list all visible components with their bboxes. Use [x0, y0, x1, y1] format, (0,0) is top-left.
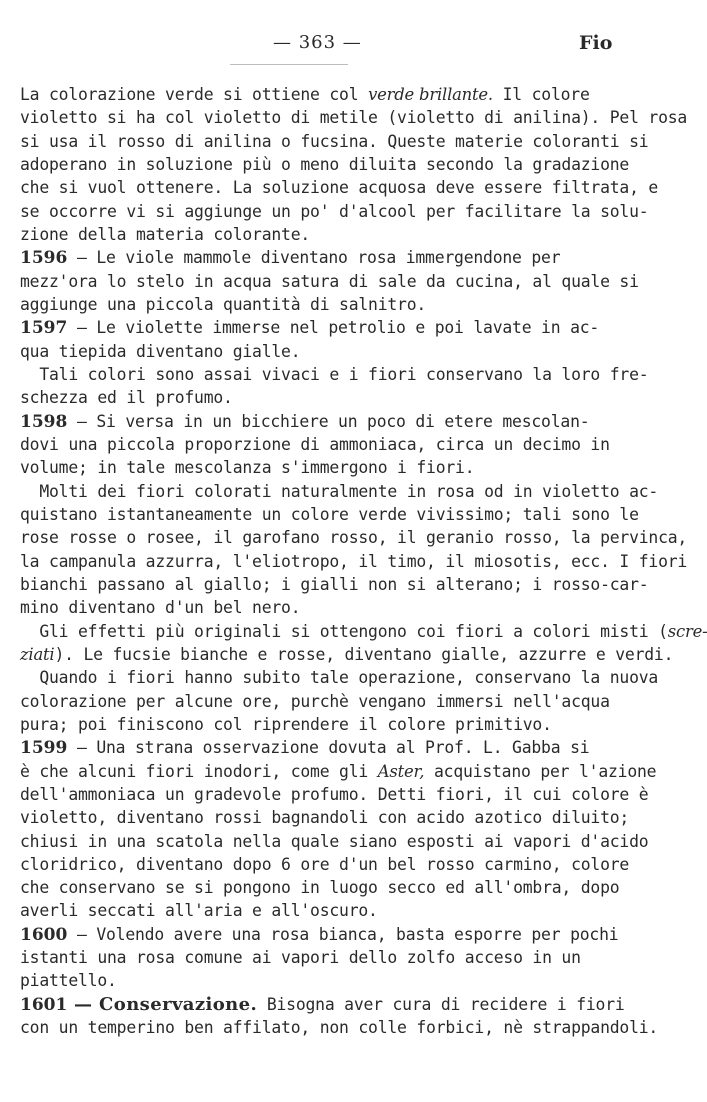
line-text: mezz'ora lo stelo in acqua satura di sale da cucina, al quale si: [20, 271, 639, 291]
text-line: [20, 433, 618, 456]
text-line: [20, 410, 618, 433]
paragraph-number: 1600: [20, 924, 68, 945]
text-line: [20, 223, 618, 246]
line-text: bianchi passano al giallo; i gialli non si alterano; i rosso-car-: [20, 574, 649, 594]
paragraph-number: 1596: [20, 248, 68, 269]
line-text: Il colore: [492, 85, 590, 104]
text-line: [20, 316, 618, 339]
line-text: cloridrico, diventano dopo 6 ore d'un bel rosso carmino, colore: [20, 854, 630, 874]
line-text: ). Le fucsie bianche e rosse, diventano gialle, azzurre e verdi.: [54, 644, 674, 664]
line-text: aggiunge una piccola quantità di salnitro.: [20, 294, 427, 314]
text-line: [20, 246, 618, 269]
paragraph-number: 1599: [20, 738, 68, 759]
line-text: chiusi in una scatola nella quale siano esposti ai vapori d'acido: [20, 831, 649, 851]
line-text: — Le viole mammole diventano rosa immergendone per: [67, 248, 561, 268]
line-text: si usa il rosso di anilina o fucsina. Queste materie coloranti si: [20, 131, 649, 151]
line-text: che si vuol ottenere. La soluzione acquosa deve essere filtrata, e: [20, 178, 659, 198]
italic-text: verde brillante.: [368, 85, 493, 104]
text-line: [20, 270, 639, 293]
line-text: Molti dei fiori colorati naturalmente in rosa od in violetto ac-: [20, 481, 659, 501]
line-text: mino diventano d'un bel nero.: [20, 598, 301, 618]
text-line: [20, 153, 630, 176]
text-line: [20, 713, 618, 736]
line-text: che conservano se si pongono in luogo secco ed all'ombra, dopo: [20, 878, 620, 898]
text-line: [20, 923, 618, 946]
text-line: [20, 760, 657, 783]
text-line: [20, 620, 707, 643]
text-line: [20, 200, 649, 223]
italic-text: scre-: [667, 621, 707, 641]
page-number: — 363 —: [273, 32, 362, 53]
line-text: acquistano per l'azione: [424, 761, 657, 781]
text-line: [20, 83, 618, 106]
text-line: [20, 783, 649, 806]
italic-text: Aster,: [377, 761, 425, 781]
running-head: Fio: [579, 32, 613, 54]
line-text: zione della materia colorante.: [20, 224, 311, 244]
paragraph-number: 1601: [20, 994, 68, 1015]
line-text: rose rosse o rosee, il garofano rosso, il geranio rosso, la pervinca,: [20, 528, 688, 548]
text-line: [20, 690, 618, 713]
text-line: [20, 853, 630, 876]
line-text: è che alcuni fiori inodori, come gli: [20, 761, 378, 781]
line-text: Quando i fiori hanno subito tale operazione, conservano la nuova: [20, 668, 659, 688]
text-line: [20, 736, 618, 759]
text-line: [20, 176, 659, 199]
text-line: [20, 526, 688, 549]
italic-text: ziati: [20, 644, 55, 664]
paragraph-number: 1597: [20, 318, 68, 339]
text-line: [20, 596, 618, 619]
line-text: se occorre vi si aggiunge un po' d'alcool per facilitare la solu-: [20, 201, 649, 221]
text-line: [20, 946, 618, 969]
line-text: violetto, diventano rossi bagnandoli con acido azotico diluito;: [20, 808, 630, 828]
line-text: Tali colori sono assai vivaci e i fiori conservano la loro fre-: [20, 364, 649, 384]
line-text: quistano istantaneamente un colore verde vivissimo; tali sono le: [20, 504, 639, 524]
line-text: — Le violette immerse nel petrolio e poi lavate in ac-: [67, 318, 600, 338]
line-text: qua tiepida diventano gialle.: [20, 341, 301, 361]
line-text: dovi una piccola proporzione di ammoniaca, circa un decimo in: [20, 434, 610, 454]
text-line: [20, 130, 649, 153]
section-heading: — Conservazione.: [67, 993, 258, 1015]
line-text: violetto si ha col violetto di metile (violetto di anilina). Pel rosa: [20, 108, 688, 128]
text-line: [20, 899, 618, 922]
line-text: dell'ammoniaca un gradevole profumo. Detti fiori, il cui colore è: [20, 784, 649, 804]
line-text: — Si versa in un bicchiere un poco di etere mescolan-: [67, 411, 590, 431]
line-text: — Volendo avere una rosa bianca, basta esporre per pochi: [67, 924, 619, 944]
text-line: [20, 550, 688, 573]
page-header: [0, 30, 700, 60]
line-text: schezza ed il profumo.: [20, 388, 233, 408]
line-text: pura; poi finiscono col riprendere il colore primitivo.: [20, 714, 552, 734]
line-text: adoperano in soluzione più o meno diluita secondo la gradazione: [20, 154, 630, 174]
line-text: Bisogna aver cura di recidere i fiori: [257, 994, 625, 1014]
line-text: colorazione per alcune ore, purchè vengano immersi nell'acqua: [20, 691, 610, 711]
text-line: [20, 340, 618, 363]
text-line: [20, 969, 618, 992]
text-line: [20, 456, 618, 479]
line-text: istanti una rosa comune ai vapori dello zolfo acceso in un: [20, 948, 581, 968]
text-line: [20, 363, 649, 386]
line-text: Gli effetti più originali si ottengono coi fiori a colori misti (: [20, 621, 668, 641]
line-text: volume; in tale mescolanza s'immergono i fiori.: [20, 458, 475, 478]
text-line: [20, 806, 630, 829]
text-line: [20, 1016, 659, 1039]
line-text: la campanula azzurra, l'eliotropo, il timo, il miosotis, ecc. I fiori: [20, 551, 688, 571]
body-text: [20, 83, 707, 1039]
text-line: [20, 386, 618, 409]
text-line: [20, 643, 674, 666]
line-text: La colorazione verde si ottiene col: [20, 85, 369, 104]
text-line: [20, 106, 688, 129]
text-line: [20, 573, 649, 596]
text-line: [20, 293, 618, 316]
paragraph-number: 1598: [20, 411, 68, 432]
text-line: [20, 480, 659, 503]
line-text: averli seccati all'aria e all'oscuro.: [20, 901, 378, 921]
text-line: [20, 503, 639, 526]
line-text: — Una strana osservazione dovuta al Prof. L. Gabba si: [67, 738, 590, 758]
line-text: con un temperino ben affilato, non colle forbici, nè strappandoli.: [20, 1018, 659, 1038]
text-line: [20, 876, 618, 899]
line-text: piattello.: [20, 971, 117, 991]
text-line: [20, 993, 625, 1016]
text-line: [20, 666, 659, 689]
header-rule: [230, 64, 348, 65]
text-line: [20, 830, 649, 853]
